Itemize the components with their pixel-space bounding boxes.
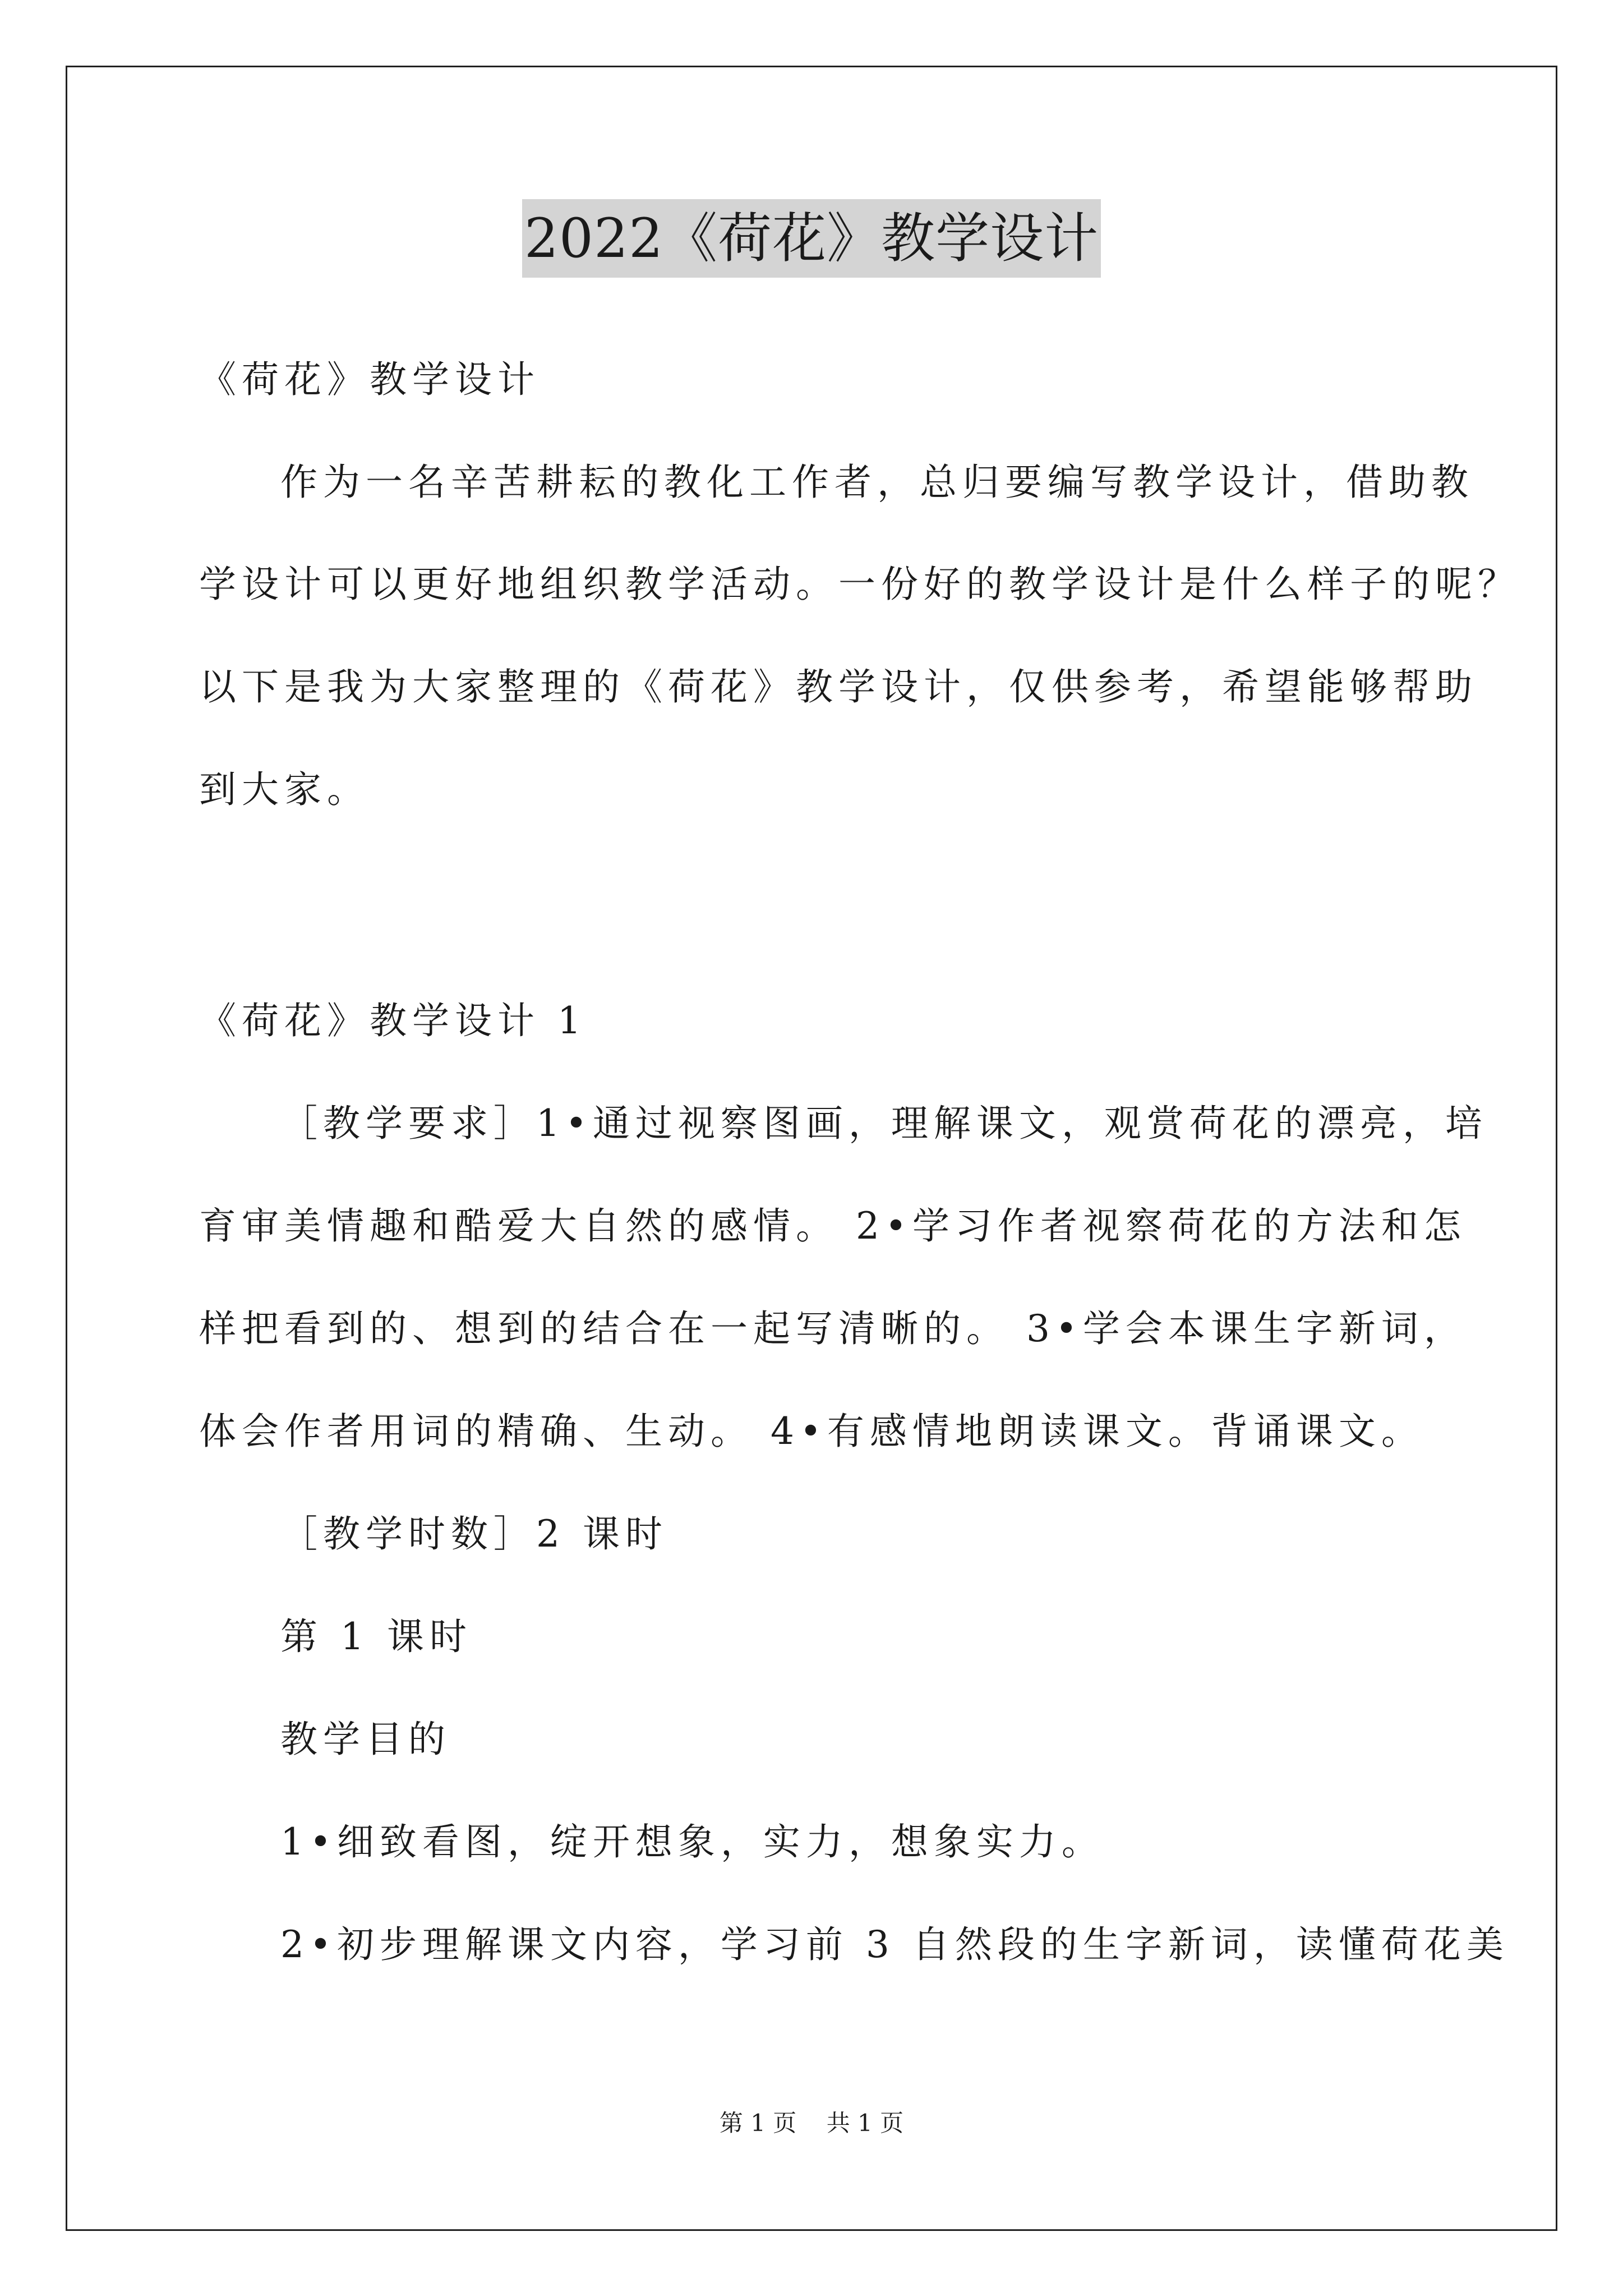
requirements-line-2: 育审美情趣和酷爱大自然的感情。 2•学习作者视察荷花的方法和怎 (199, 1204, 1467, 1248)
objective-item-1: 1•细致看图，绽开想象，实力，想象实力。 (280, 1820, 1104, 1864)
teaching-hours: ［教学时数］2 课时 (280, 1512, 668, 1556)
requirements-line-3: 样把看到的、想到的结合在一起写清晰的。 3•学会本课生字新词， (199, 1307, 1467, 1350)
section-title: 《荷花》教学设计 1 (199, 999, 587, 1042)
requirements-line-1: ［教学要求］1•通过视察图画，理解课文，观赏荷花的漂亮，培 (280, 1102, 1488, 1145)
intro-line-3: 以下是我为大家整理的《荷花》教学设计，仅供参考，希望能够帮助 (199, 665, 1478, 708)
intro-line-2: 学设计可以更好地组织教学活动。一份好的教学设计是什么样子的呢？ (199, 563, 1520, 606)
title-container (0, 199, 1623, 278)
objective-heading: 教学目的 (280, 1718, 451, 1761)
objective-item-2: 2•初步理解课文内容，学习前 3 自然段的生字新词，读懂荷花美 (280, 1923, 1509, 1966)
subtitle: 《荷花》教学设计 (199, 358, 540, 401)
requirements-line-4: 体会作者用词的精确、生动。 4•有感情地朗读课文。背诵课文。 (199, 1410, 1424, 1453)
page-footer: 第 1 页 共 1 页 (719, 2109, 904, 2137)
intro-line-4: 到大家。 (199, 768, 370, 811)
intro-line-1: 作为一名辛苦耕耘的教化工作者，总归要编写教学设计，借助教 (280, 461, 1474, 504)
document-title: 2022《荷花》教学设计 (522, 199, 1101, 278)
lesson-heading: 第 1 课时 (280, 1615, 472, 1658)
